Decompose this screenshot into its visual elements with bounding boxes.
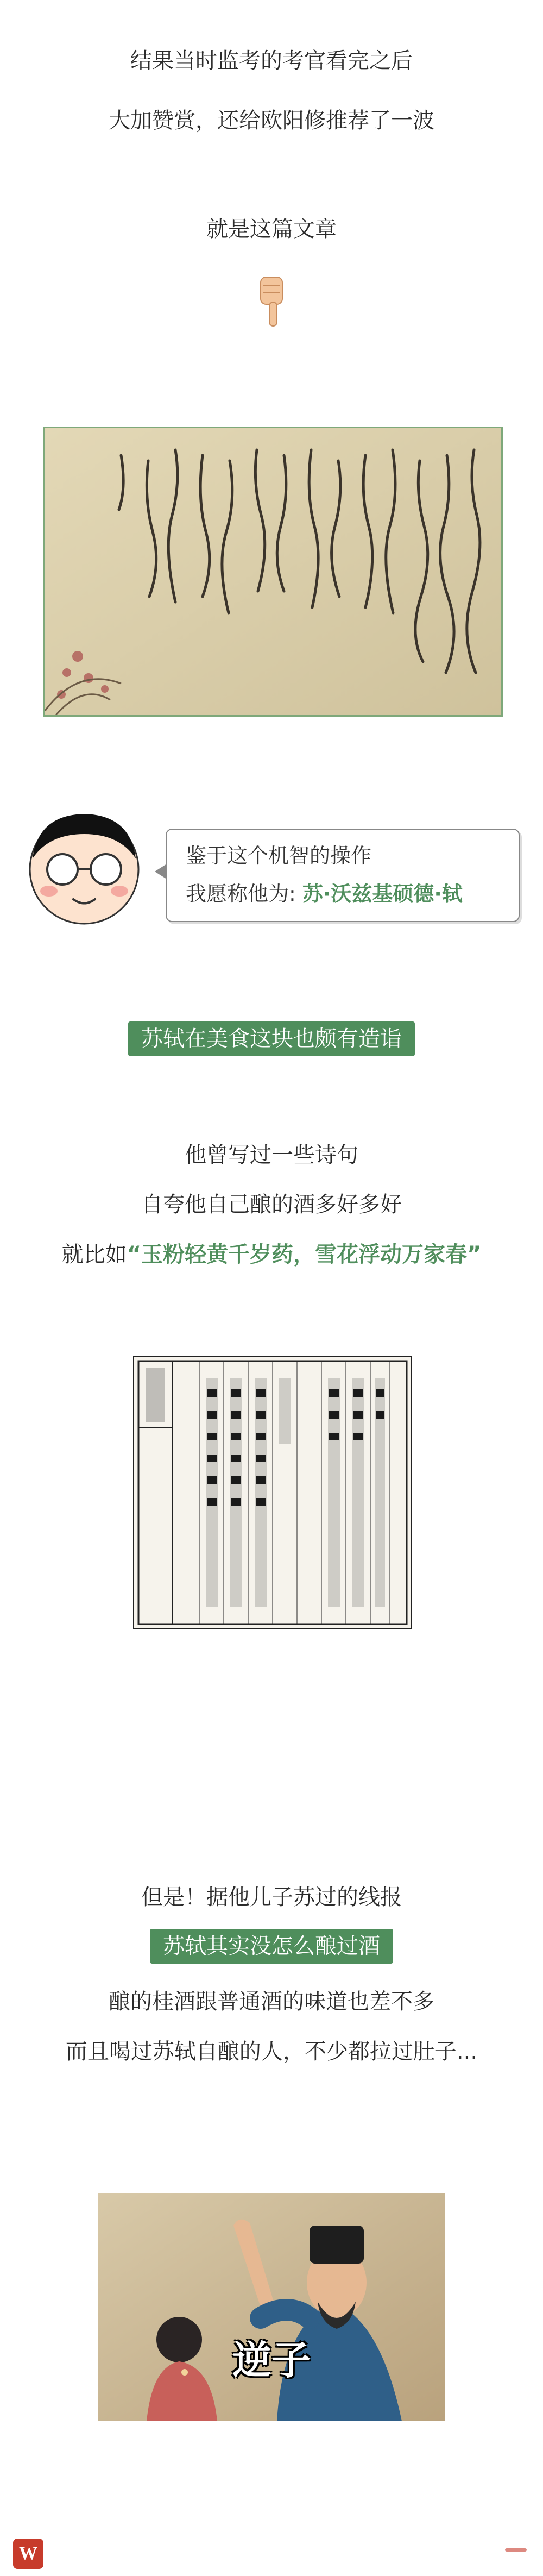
speech-bubble (166, 829, 520, 922)
pointing-down-hand-icon (255, 275, 288, 329)
section2-line-2: 酿的桂酒跟普通酒的味道也差不多 (109, 1989, 434, 2014)
section-pill-wine: 苏轼其实没怎么酿过酒 (150, 1929, 393, 1964)
calligraphy-image (43, 427, 503, 717)
classical-text-image (133, 1356, 412, 1629)
footer-mark-icon (505, 2547, 527, 2553)
section1-line-3 (0, 1242, 543, 1268)
bubble-line-2-prefix: 我愿称他为: (186, 882, 302, 906)
section-pill-food: 苏轼在美食这块也颇有造诣 (128, 1021, 415, 1056)
bubble-tail (155, 864, 167, 879)
bubble-line-1: 鉴于这个机智的操作 (186, 844, 372, 868)
bubble-highlight-name: 苏·沃兹基硕德·轼 (302, 882, 463, 906)
meme-caption: 逆子 (232, 2337, 311, 2383)
meme-image (98, 2193, 445, 2421)
section2-line-3: 而且喝过苏轼自酿的人，不少都拉过肚子... (65, 2039, 478, 2064)
intro-line-2: 大加赞赏，还给欧阳修推荐了一波 (109, 108, 434, 133)
brand-logo: W (13, 2539, 43, 2569)
section1-line-1: 他曾写过一些诗句 (185, 1143, 358, 1168)
cartoon-avatar (22, 804, 147, 929)
section1-line-3-prefix: 就比如 (61, 1242, 127, 1267)
intro-line-1: 结果当时监考的考官看完之后 (130, 48, 413, 73)
poem-quote: “玉粉轻黄千岁药，雪花浮动万家春” (127, 1242, 482, 1267)
bubble-line-2 (186, 881, 463, 906)
section1-line-2: 自夸他自己酿的酒多好多好 (141, 1192, 402, 1217)
intro-line-3: 就是这篇文章 (206, 217, 337, 242)
section2-line-1: 但是！据他儿子苏过的线报 (141, 1885, 402, 1910)
